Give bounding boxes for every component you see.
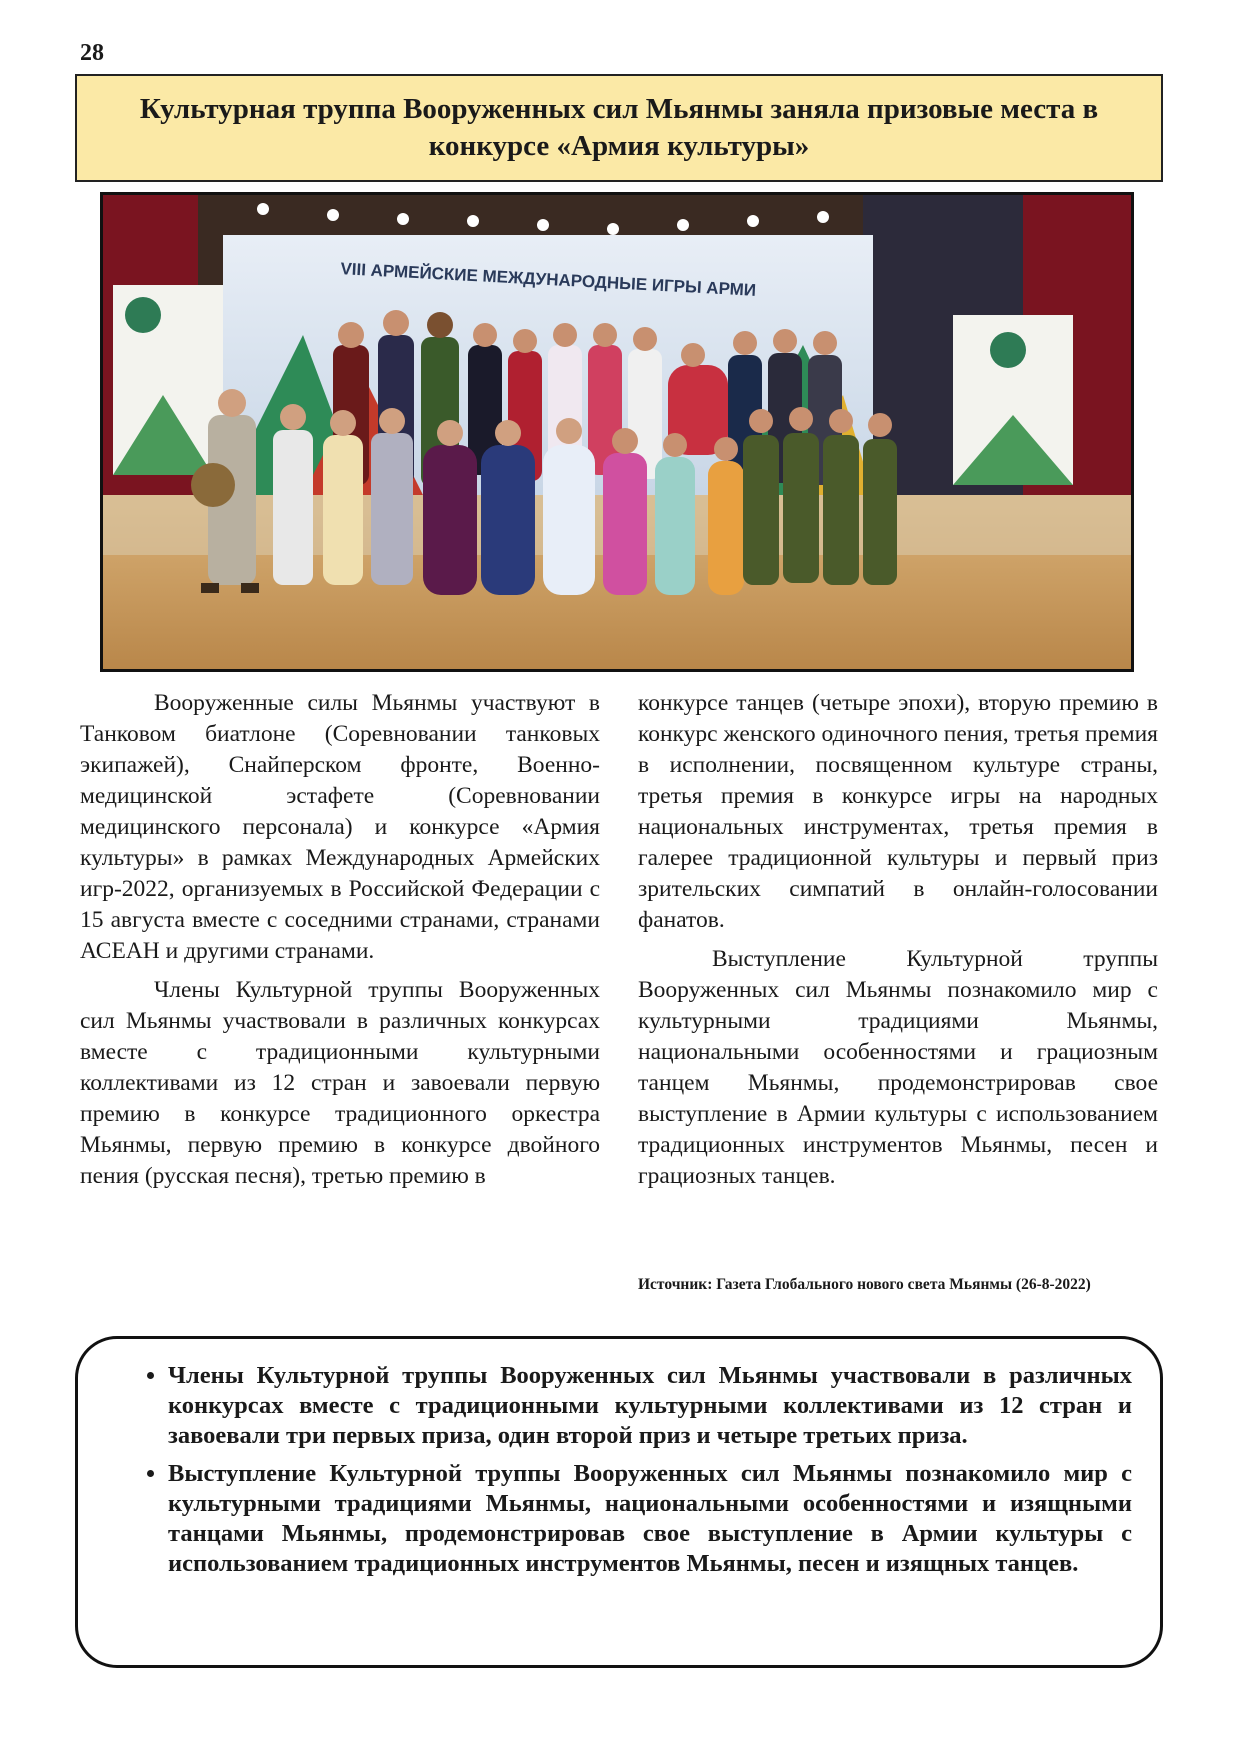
stage-group-photo — [103, 195, 1131, 669]
paragraph-competitions: Члены Культурной труппы Вооруженных сил Мьянмы участвовали в различных конкурсах вместе с традиционными культурными коллективами из 12 стран и завоевали первую премию в конкурсе традиционного оркестра Мьянмы, первую премию в конкурсе двойного пения (русская песня), третью премию в — [80, 977, 600, 1189]
article-source: Источник: Газета Глобального нового света Мьянмы (26-8-2022) — [638, 1276, 1091, 1293]
article-left-column — [80, 688, 600, 1200]
article-photo — [100, 192, 1134, 672]
article-title-box — [75, 74, 1163, 182]
summary-bullet: • Выступление Культурной труппы Вооруженных сил Мьянмы познакомило мир с культурными традициями Мьянмы, национальными особенностями и изящными танцами Мьянмы, продемонстрировав свое выступление в Армии культуры с использованием традиционных инструментов Мьянмы, песен и изящных танцев. — [168, 1459, 1132, 1579]
page-number: 28 — [80, 40, 104, 66]
paragraph-performance: Выступление Культурной труппы Вооруженных сил Мьянмы познакомило мир с культурными традициями Мьянмы, национальными особенностями и грациозным танцем Мьянмы, продемонстрировав свое выступление в Армии культуры с использованием традиционных инструментов Мьянмы, песен и грациозных танцев. — [638, 946, 1158, 1189]
paragraph-intro: Вооруженные силы Мьянмы участвуют в Танковом биатлоне (Соревновании танковых экипажей), Снайперском фронте, Военно-медицинской эстафете (Соревновании медицинского персонала) и конкурсе «Армия культуры» в рамках Международных Армейских игр-2022, организуемых в Российской Федерации с 15 августа вместе с соседними странами, странами АСЕАН и другими странами. — [80, 690, 600, 964]
article-title: Культурная труппа Вооруженных сил Мьянмы заняла призовые места в конкурсе «Армия культуры» — [139, 93, 1099, 162]
article-right-column — [638, 688, 1158, 1200]
banner-text: VIII АРМЕЙСКИЕ МЕЖДУНАРОДНЫЕ ИГРЫ АРМИ — [340, 259, 757, 300]
drum-prop — [191, 463, 235, 507]
summary-list — [108, 1361, 1132, 1579]
summary-bullet: • Члены Культурной труппы Вооруженных сил Мьянмы участвовали в различных конкурсах вместе с традиционными культурными коллективами из 12 стран и завоевали три первых приза, один второй приз и четыре третьих приза. — [168, 1361, 1132, 1451]
summary-box — [75, 1336, 1163, 1668]
paragraph-prizes-continued: конкурсе танцев (четыре эпохи), вторую премию в конкурс женского одиночного пения, третья премия в исполнении, посвященном культуре страны, третья премия в конкурсе игры на народных национальных инструментах, третья премия в галерее традиционной культуры и первый приз зрительских симпатий в онлайн-голосовании фанатов. — [638, 690, 1158, 933]
